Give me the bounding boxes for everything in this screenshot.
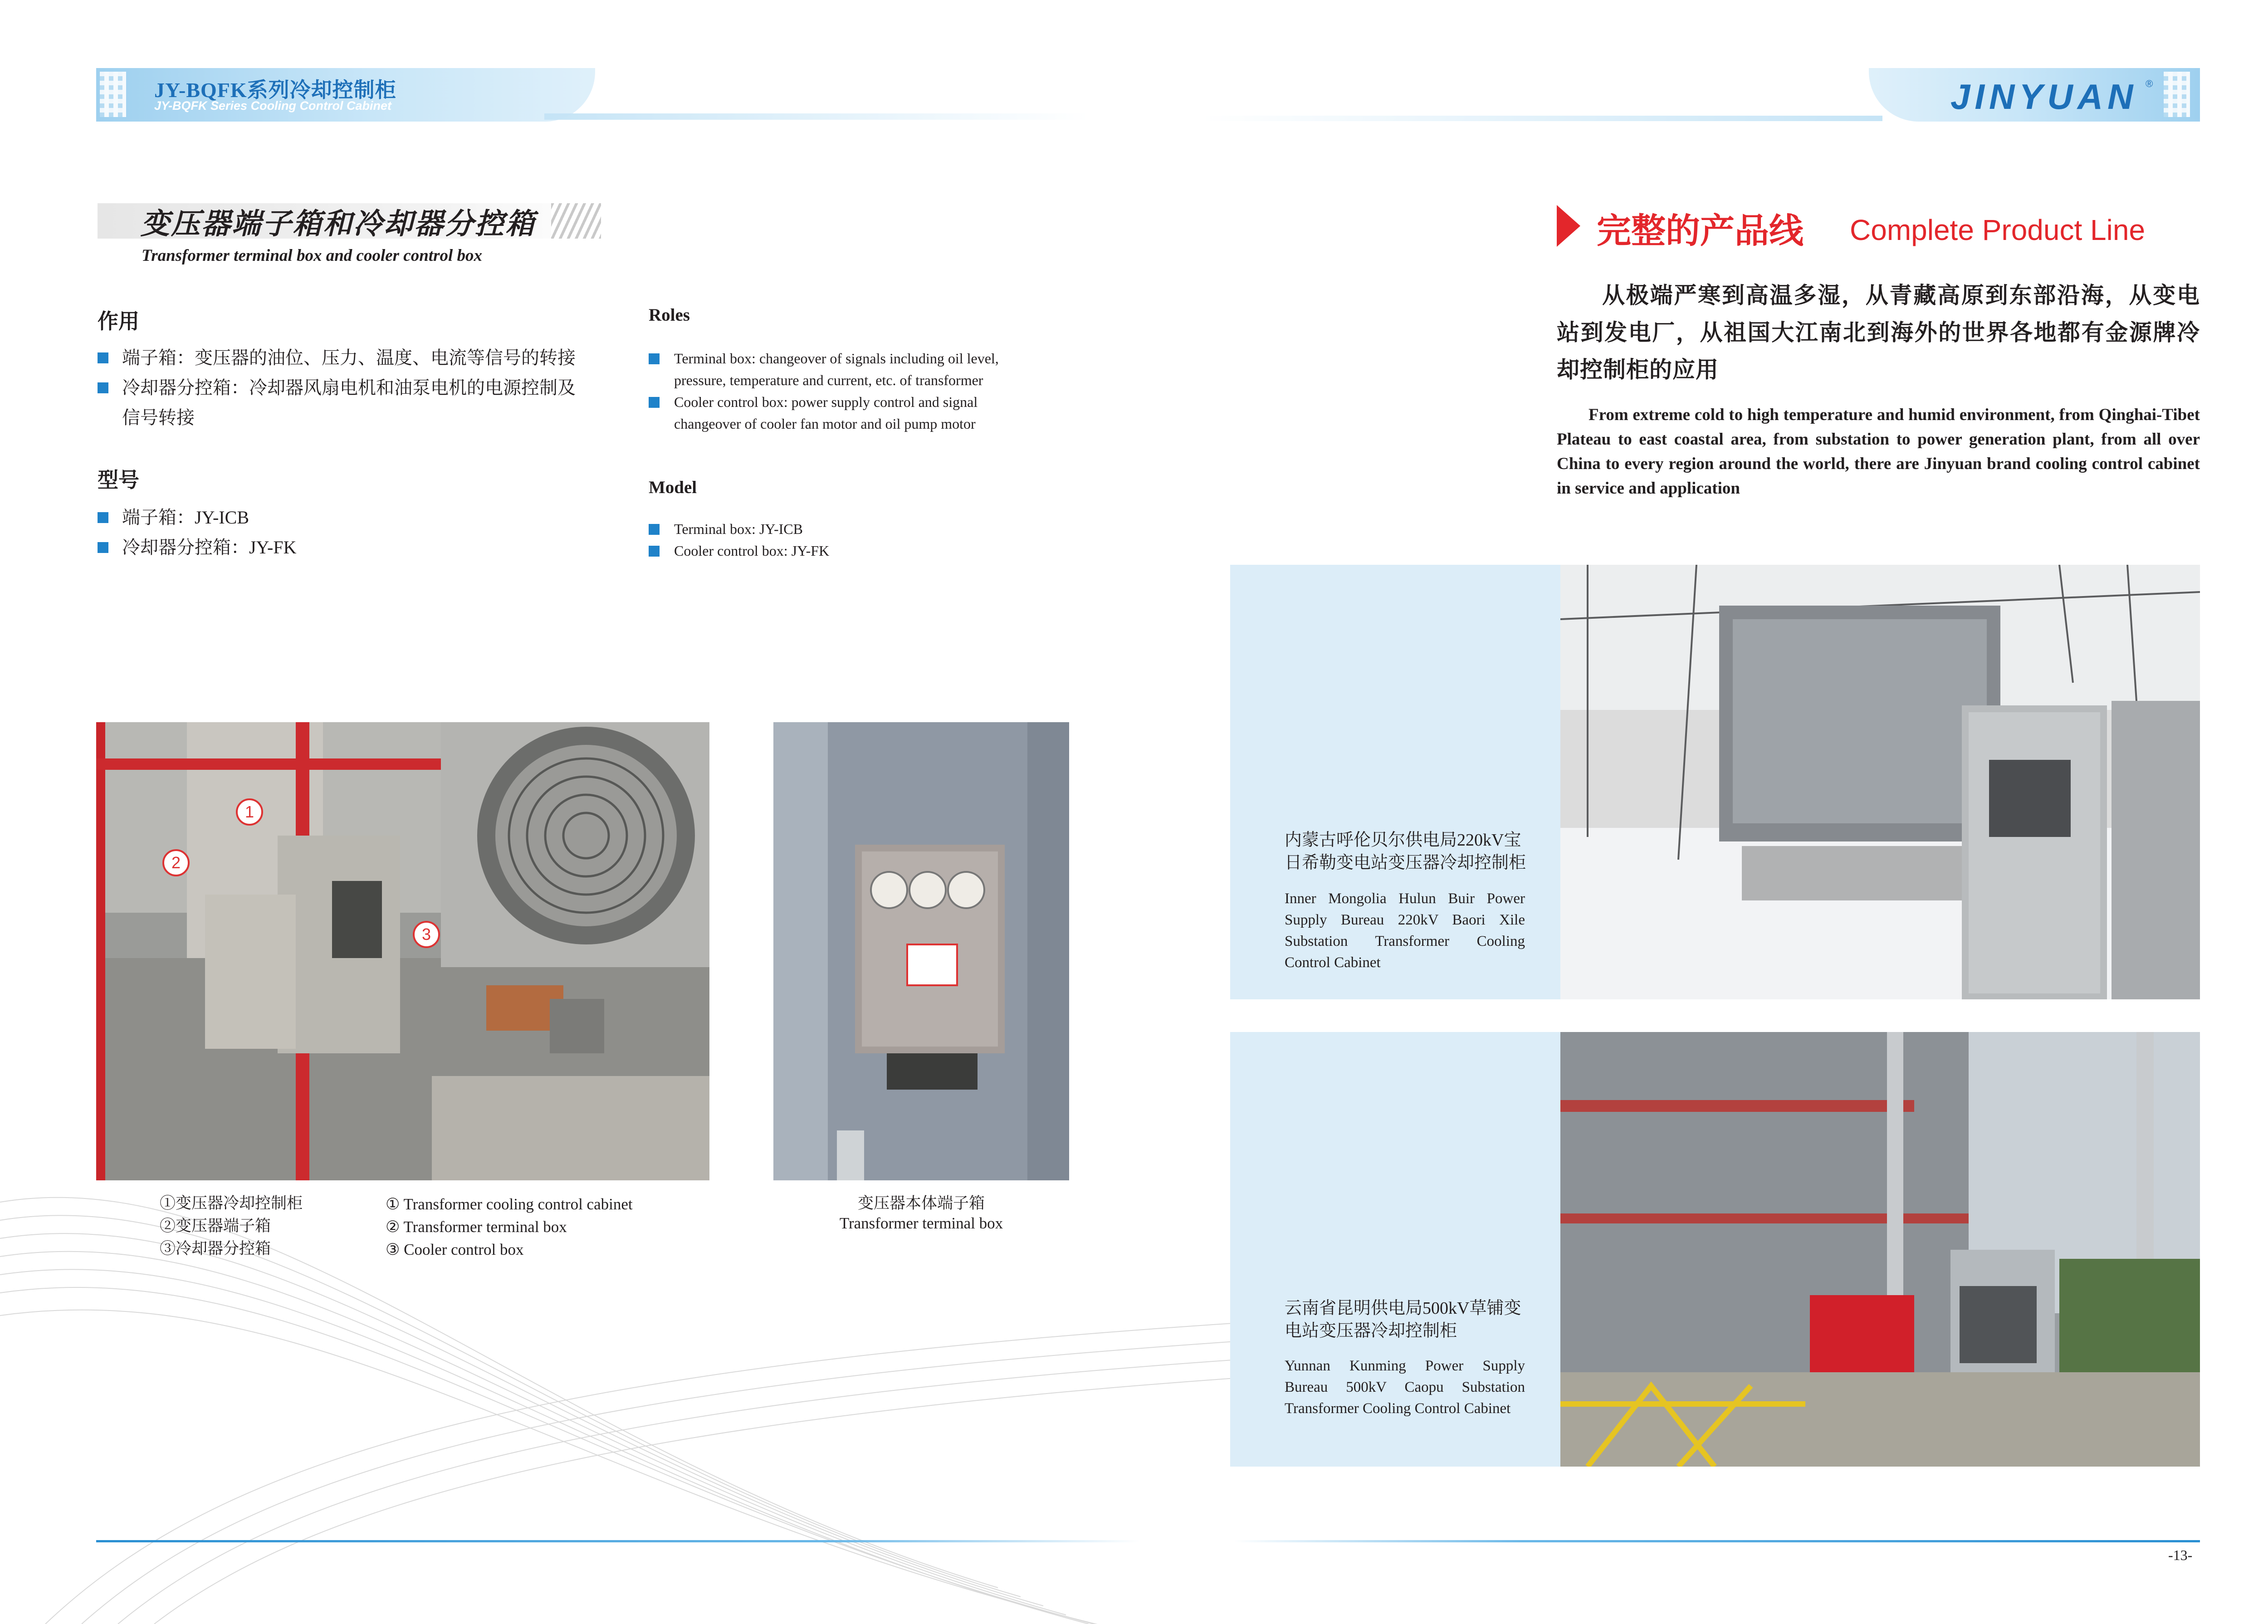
caption-en-1: ① Transformer cooling control cabinet	[386, 1195, 633, 1213]
caption-cn-2: ②变压器端子箱	[160, 1217, 271, 1235]
model-heading-cn: 型号	[98, 469, 139, 492]
case1-caption-en: Inner Mongolia Hulun Buir Power Supply Bureau 220kV Baori Xile Substation Transformer Cooling Control Cabinet	[1285, 890, 1525, 971]
roles-heading-cn: 作用	[98, 310, 139, 333]
header-pattern-left	[100, 72, 126, 117]
roles-heading-en: Roles	[649, 305, 690, 325]
red-arrow-icon	[1557, 205, 1580, 247]
list-item-continuation: changeover of cooler fan motor and oil pump motor	[674, 416, 976, 432]
marker-3: 3	[413, 921, 440, 948]
header-title-cn: JY-BQFK系列冷却控制柜	[154, 78, 396, 102]
header-title-en: JY-BQFK Series Cooling Control Cabinet	[154, 99, 392, 113]
case2-caption-en: Yunnan Kunming Power Supply Bureau 500kV Caopu Substation Transformer Cooling Control Cabinet	[1285, 1358, 1525, 1417]
marker-2: 2	[162, 849, 190, 876]
caption-en-3: ③ Cooler control box	[386, 1241, 524, 1258]
caption-en-2: ② Transformer terminal box	[386, 1218, 567, 1236]
bullet-square-icon	[98, 542, 108, 553]
header-band-right-fade	[1202, 116, 1882, 121]
brand-logo: JINYUAN	[1950, 77, 2138, 117]
caption-cn-1: ①变压器冷却控制柜	[160, 1194, 303, 1212]
bullet-square-icon	[649, 524, 660, 535]
photo-case-snow-substation	[1560, 565, 2200, 999]
list-item: Cooler control box: JY-FK	[649, 540, 1102, 562]
photo-cooling-installation	[96, 722, 709, 1180]
model-list-cn	[98, 503, 551, 563]
case1-caption-cn-line1: 内蒙古呼伦贝尔供电局220kV宝	[1285, 831, 1521, 850]
roles-list-cn	[98, 343, 642, 403]
list-item: 端子箱：变压器的油位、压力、温度、电流等信号的转接	[98, 343, 642, 373]
list-item: 冷却器分控箱：冷却器风扇电机和油泵电机的电源控制及	[98, 373, 642, 403]
list-item: Cooler control box: power supply control and signal	[649, 391, 1102, 413]
model-heading-en: Model	[649, 478, 697, 497]
caption-cn-3: ③冷却器分控箱	[160, 1240, 271, 1257]
bullet-square-icon	[649, 353, 660, 364]
header-band-left-fade	[544, 113, 1089, 120]
photo-case-yunnan-substation	[1560, 1032, 2200, 1467]
list-item: Terminal box: JY-ICB	[649, 518, 1102, 540]
product-line-title-en: Complete Product Line	[1850, 214, 2146, 246]
list-item: 冷却器分控箱：JY-FK	[98, 533, 551, 563]
registered-mark: ®	[2146, 78, 2153, 89]
list-item-continuation: pressure, temperature and current, etc. of transformer	[674, 372, 983, 388]
section-title-en: Transformer terminal box and cooler control box	[142, 246, 483, 265]
bullet-square-icon	[98, 352, 108, 363]
header-pattern-right	[2164, 72, 2190, 117]
case2-caption-cn-line1: 云南省昆明供电局500kV草铺变	[1285, 1299, 1521, 1318]
section-title-stripes	[551, 203, 601, 239]
caption-terminal-box-cn: 变压器本体端子箱	[857, 1194, 985, 1212]
roles-item-continuation-cn: 信号转接	[122, 407, 195, 428]
marker-1: 1	[236, 798, 263, 826]
bullet-square-icon	[98, 512, 108, 523]
intro-paragraph-en: From extreme cold to high temperature and humid environment, from Qinghai-Tibet Plateau to east coastal area, from substation to power generation plant, from all over China to every region around the world, there are Jinyuan brand cooling control cabinet in service and application	[1557, 406, 2200, 498]
model-list-en	[649, 518, 1102, 562]
section-title-cn: 变压器端子箱和冷却器分控箱	[141, 208, 536, 240]
bullet-square-icon	[98, 382, 108, 393]
footer-line-left	[96, 1540, 1139, 1542]
roles-list-en	[649, 347, 1102, 435]
intro-paragraph-cn: 从极端严寒到高温多湿，从青藏高原到东部沿海，从变电站到发电厂，从祖国大江南北到海外的世界各地都有金源牌冷却控制柜的应用	[1557, 283, 2200, 382]
bullet-square-icon	[649, 397, 660, 408]
case2-caption-cn-line2: 电站变压器冷却控制柜	[1285, 1321, 1457, 1340]
product-line-title-cn: 完整的产品线	[1597, 210, 1804, 251]
case1-caption-cn-line2: 日希勒变电站变压器冷却控制柜	[1285, 853, 1526, 872]
photo-terminal-box	[773, 722, 1069, 1180]
caption-terminal-box-en: Transformer terminal box	[839, 1214, 1003, 1232]
list-item: Terminal box: changeover of signals including oil level,	[649, 347, 1102, 369]
bullet-square-icon	[649, 546, 660, 557]
footer-line-right	[1234, 1540, 2200, 1542]
page-number: -13-	[2168, 1547, 2193, 1563]
list-item: 端子箱：JY-ICB	[98, 503, 551, 533]
